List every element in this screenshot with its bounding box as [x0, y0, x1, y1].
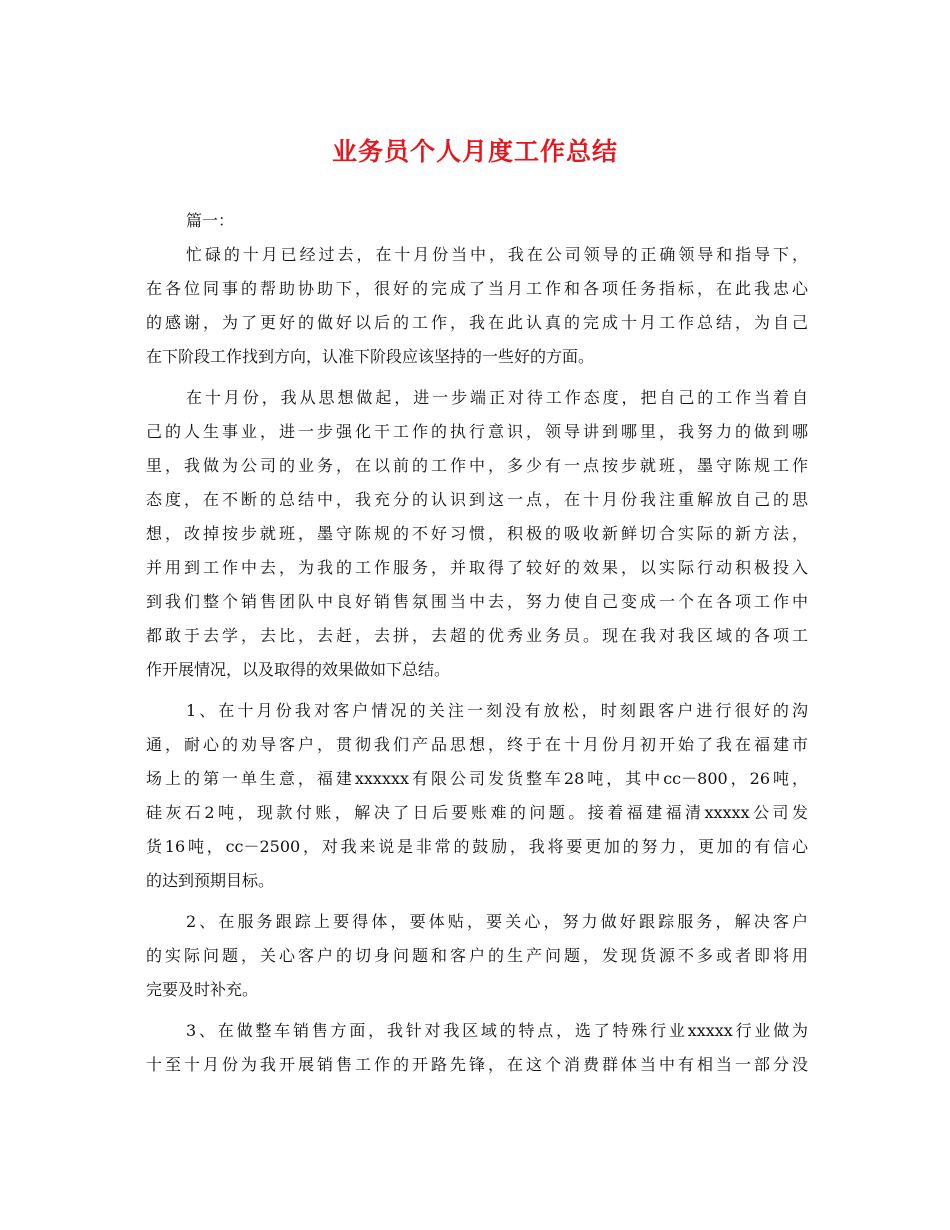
- paragraph-line: 并用到工作中去，为我的工作服务，并取得了较好的效果，以实际行动积极投入: [146, 558, 808, 577]
- paragraph-line: 的感谢，为了更好的做好以后的工作，我在此认真的完成十月工作总结，为自己: [146, 313, 808, 332]
- paragraph-line: 都敢于去学，去比，去赶，去拼，去超的优秀业务员。现在我对我区域的各项工: [146, 626, 808, 645]
- paragraph-line: 货16吨，cc－2500，对我来说是非常的鼓励，我将要更加的努力，更加的有信心: [146, 837, 808, 856]
- paragraph-line: 态度，在不断的总结中，我充分的认识到这一点，在十月份我注重解放自己的思: [146, 490, 808, 509]
- paragraph-line: 己的人生事业，进一步强化干工作的执行意识，领导讲到哪里，我努力的做到哪: [146, 422, 808, 441]
- paragraph-line: 忙碌的十月已经过去，在十月份当中，我在公司领导的正确领导和指导下，: [186, 245, 808, 264]
- paragraph-line: 在各位同事的帮助协助下，很好的完成了当月工作和各项任务指标，在此我忠心: [146, 279, 808, 298]
- paragraph-line: 1、在十月份我对客户情况的关注一刻没有放松，时刻跟客户进行很好的沟: [186, 701, 808, 720]
- paragraph-line: 完要及时补充。: [146, 980, 259, 999]
- paragraph-line: 里，我做为公司的业务，在以前的工作中，多少有一点按步就班，墨守陈规工作: [146, 456, 808, 475]
- paragraph-line: 的实际问题，关心客户的切身问题和客户的生产问题，发现货源不多或者即将用: [146, 946, 808, 965]
- paragraph-line: 在十月份，我从思想做起，进一步端正对待工作态度，把自己的工作当着自: [186, 388, 808, 407]
- document-body: [146, 204, 808, 1089]
- paragraph-line: 想，改掉按步就班，墨守陈规的不好习惯，积极的吸收新鲜切合实际的新方法，: [146, 524, 808, 543]
- paragraph-line: 十至十月份为我开展销售工作的开路先锋，在这个消费群体当中有相当一部分没: [146, 1055, 808, 1074]
- paragraph-line: 的达到预期目标。: [146, 871, 275, 890]
- paragraph-1: [146, 238, 808, 374]
- paragraph-line: 通，耐心的劝导客户，贯彻我们产品思想，终于在十月份月初开始了我在福建市: [146, 735, 808, 754]
- paragraph-5: [146, 1014, 808, 1082]
- paragraph-3: [146, 694, 808, 898]
- paragraph-line: 2、在服务跟踪上要得体，要体贴，要关心，努力做好跟踪服务，解决客户: [186, 912, 808, 931]
- paragraph-2: [146, 381, 808, 687]
- paragraph-line: 3、在做整车销售方面，我针对我区域的特点，选了特殊行业xxxxx行业做为: [186, 1021, 808, 1040]
- paragraph-4: [146, 905, 808, 1007]
- paragraph-line: 硅灰石2吨，现款付账，解决了日后要账难的问题。接着福建福清xxxxx公司发: [146, 803, 808, 822]
- paragraph-line: 在下阶段工作找到方向，认准下阶段应该坚持的一些好的方面。: [146, 347, 595, 366]
- paragraph-line: 到我们整个销售团队中良好销售氛围当中去，努力使自己变成一个在各项工作中: [146, 592, 808, 611]
- paragraph-line: 场上的第一单生意，福建xxxxxx有限公司发货整车28吨，其中cc－800，26吨，: [146, 769, 808, 788]
- paragraph-line: 作开展情况，以及取得的效果做如下总结。: [146, 660, 451, 679]
- document-title: 业务员个人月度工作总结: [331, 137, 618, 166]
- section-label: 篇一：: [186, 211, 235, 230]
